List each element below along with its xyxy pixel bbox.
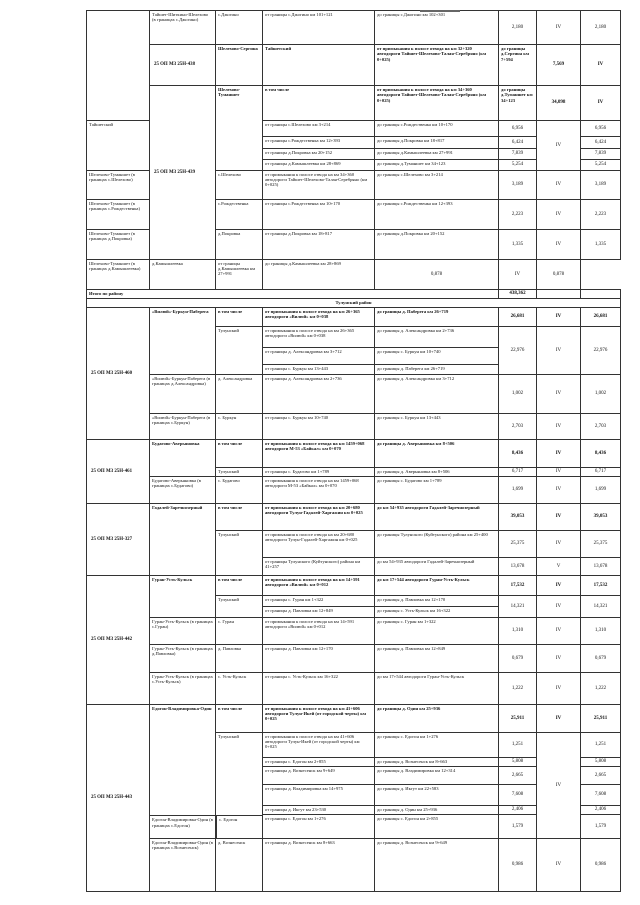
table-cell: в том числе xyxy=(216,503,263,530)
table-cell: с.Рождественка xyxy=(216,199,263,229)
table-cell: от границы д. Икгут км 23+530 xyxy=(263,805,375,814)
value-cell: 2,223 xyxy=(499,199,537,229)
value-cell: 13,678 xyxy=(581,557,621,575)
value-cell: 7,839 xyxy=(499,148,537,159)
table-row xyxy=(87,45,621,86)
table-cell: от границы с.Рождественка км 12+393 xyxy=(263,136,375,148)
table-cell: Тайшетский xyxy=(87,120,150,170)
value-cell: 8,436 xyxy=(499,439,537,467)
value-cell: 1,335 xyxy=(581,229,621,259)
table-cell: до границы с. Едогон км 1+276 xyxy=(375,732,499,757)
table-cell: Тулунский xyxy=(216,467,263,476)
table-cell: от границы с. Едогон км 2+855 xyxy=(263,757,375,766)
table-cell: от границы с. Гуран км 1+322 xyxy=(263,595,375,606)
value-cell: 7,608 xyxy=(499,784,537,805)
table-cell: Гуран-Усть-Кульск (в границах д.Павловка) xyxy=(150,644,216,672)
table-cell: «Вилюй»-Буркун-Паберега (в границах с.Буркун) xyxy=(150,413,216,439)
value-cell: 6,424 xyxy=(581,136,621,148)
value-cell: 6,956 xyxy=(581,120,621,136)
value-cell: 39,053 xyxy=(581,503,621,530)
table-cell: Гуран-Усть-Кульск (в границах с.Гуран) xyxy=(150,617,216,644)
table-cell: до границы с.Шелехово км 3+214 xyxy=(375,170,499,199)
value-cell: 0,986 xyxy=(581,838,621,891)
table-cell: до границы с. Буркун км 10+740 xyxy=(375,347,499,364)
value-cell: 34,098 xyxy=(537,86,581,121)
value-cell: 1,579 xyxy=(581,814,621,838)
table-cell: до границы д. Александровка км 3+712 xyxy=(375,374,499,413)
table-cell: Шелехово-Туманшет (в границах с.Рождественка) xyxy=(87,199,150,229)
table-cell: Тайшет-Шиткино-Шелехово (в границах с.Джогино) xyxy=(150,11,216,45)
table-cell: д. Вознесенск xyxy=(216,838,263,891)
value-cell: 25,911 xyxy=(499,704,537,732)
value-cell: 13,678 xyxy=(499,557,537,575)
value-cell: 17,532 xyxy=(581,575,621,595)
value-cell: IV xyxy=(537,170,581,199)
value-cell: 1,699 xyxy=(499,476,537,503)
table-cell: до границы д. Аверьяновка км 8+506 xyxy=(375,467,499,476)
road-code-cell: 25 ОП МЗ 25Н-438 xyxy=(150,45,216,86)
value-cell: IV xyxy=(537,229,581,259)
table-cell: от границы с. Едогон км 1+276 xyxy=(263,814,375,838)
table-cell: до границы с. Едогон км 2+855 xyxy=(375,814,499,838)
table-cell: от границы д. Павловка км 12+170 xyxy=(263,644,375,672)
table-cell: с. Буркун xyxy=(216,413,263,439)
table-cell xyxy=(87,11,150,121)
table-cell: с. Гуран xyxy=(216,617,263,644)
value-cell: IV xyxy=(581,45,621,86)
table-row xyxy=(87,617,621,644)
table-cell: д. Александровка xyxy=(216,374,263,413)
table-cell: до границы д. Один км 25+936 xyxy=(375,704,499,732)
value-cell: 2,703 xyxy=(581,413,621,439)
road-code-cell: 25 ОП МЗ 25Н-443 xyxy=(87,704,150,891)
value-cell: 1,699 xyxy=(581,476,621,503)
table-cell: Едогон-Владимировка-Один xyxy=(150,704,216,838)
value-cell: 2,180 xyxy=(499,11,537,45)
table-cell: Тулунский xyxy=(216,326,263,374)
table-row xyxy=(87,298,621,307)
value-cell: 5,808 xyxy=(499,757,537,766)
value-cell: IV xyxy=(537,575,581,595)
table-cell: д.Камышлеевка xyxy=(150,259,216,289)
table-cell: с. Усть-Кульск xyxy=(216,672,263,704)
row-place-edogon: с. Едогон xyxy=(216,815,262,838)
value-cell: 7,569 xyxy=(537,45,581,86)
table-cell: до границы д.Покровка км 20+152 xyxy=(375,229,499,259)
table-cell: от примыкания к полосе отвода на км 26+365 автодороги «Вилюй» км 0+038 xyxy=(263,307,375,326)
value-cell: 3,189 xyxy=(581,170,621,199)
table-cell: до границы д.Туманшет км 34+123 xyxy=(375,159,499,170)
value-cell: 25,375 xyxy=(581,530,621,557)
table-cell: от границы д. Вознесенск км 8+663 xyxy=(263,838,375,891)
table-cell: до границы с. Усть-Кульск км 16+322 xyxy=(375,606,499,617)
table-cell: до границы с. Будагово км 1+789 xyxy=(375,476,499,503)
table-cell: от примыкания к полосе отвода на км 41+606 автодороги Тулун-Икей (от городской черты) км 0+025 xyxy=(263,704,375,732)
value-cell: 6,956 xyxy=(499,120,537,136)
value-cell: 0,679 xyxy=(581,644,621,672)
table-cell: от границы с.Джогино км 101+121 xyxy=(263,11,375,45)
value-cell: IV xyxy=(537,413,581,439)
table-cell: от примыкания к полосе отвода на км 32+320 автодороги Тайшет-Шелехово-Талая-Серебряно (км 0+025) xyxy=(375,45,499,86)
value-cell: 0,878 xyxy=(375,259,499,289)
table-cell: «Вилюй»-Буркун-Паберега (в границах д.Александровка) xyxy=(150,374,216,413)
table-cell: в том числе xyxy=(216,704,263,732)
table-cell: от границы д. Павловка км 12+849 xyxy=(263,606,375,617)
value-cell: IV xyxy=(537,595,581,617)
table-cell: до границы д. Аверьяновка км 8+506 xyxy=(375,439,499,467)
value-cell: IV xyxy=(581,86,621,121)
value-cell: IV xyxy=(537,467,581,476)
value-cell: 1,222 xyxy=(499,672,537,704)
value-cell: 25,911 xyxy=(581,704,621,732)
table-row xyxy=(87,307,621,326)
table-row xyxy=(87,439,621,467)
value-cell: IV xyxy=(537,199,581,229)
table-cell: от границы д.Покровка км 20+152 xyxy=(263,148,375,159)
table-cell: от границы д. Вознесенск км 9+649 xyxy=(263,766,375,784)
table-cell: до границы д.Сергина км 7+594 xyxy=(499,45,537,86)
value-cell: 0,679 xyxy=(499,644,537,672)
value-cell: 6,717 xyxy=(499,467,537,476)
value-cell: 6,717 xyxy=(581,467,621,476)
value-cell: IV xyxy=(537,672,581,704)
table-cell: Тулунский xyxy=(216,595,263,617)
road-code-cell: 25 ОП МЗ 25Н-461 xyxy=(87,439,150,503)
table-cell: до границы д.Камышлеевка км 27+991 xyxy=(375,148,499,159)
value-cell: 39,053 xyxy=(499,503,537,530)
table-cell: от границы д.Камышлеевка км 27+991 xyxy=(216,259,263,289)
table-cell: с. Будагово xyxy=(216,476,263,503)
table-cell: Шелехово-Туманшет (в границах д.Покровка) xyxy=(87,229,150,259)
value-cell: 2,665 xyxy=(499,766,537,784)
table-cell: Едогон-Владимировка-Один (в границах с.Вознесенск) xyxy=(150,838,216,891)
table-cell: до границы д. Вознесенск км 9+649 xyxy=(375,838,499,891)
value-cell: 25,375 xyxy=(499,530,537,557)
value-cell: 2,665 xyxy=(581,766,621,784)
table-cell: с.Шелехово xyxy=(216,170,263,199)
value-cell: 6,424 xyxy=(499,136,537,148)
value-cell: 0,878 xyxy=(537,259,581,289)
table-cell: до км 17+544 автодороги Гуран-Усть-Кульск xyxy=(375,672,499,704)
table-cell: до границы д.Туманшет км 34+123 xyxy=(499,86,537,121)
value-cell: 1,002 xyxy=(499,374,537,413)
row-name-edogon: Едогон-Владимировка-Один (в границах с.Едогон) xyxy=(150,815,215,838)
table-cell: до км 54+935 автодороги Гадалей-Заречнозерный xyxy=(375,557,499,575)
table-cell: Будагово-Аверьяновка (в границах с.Будагово) xyxy=(150,476,216,503)
table-cell: «Вилюй»-Буркун-Паберега xyxy=(150,307,216,374)
table-cell: от границы д. Александровка км 2+736 xyxy=(263,374,375,413)
table-cell: Будагово-Аверьяновка xyxy=(150,439,216,476)
table-cell: от границы Тулунского (Куйтунского) района км 41+257 xyxy=(263,557,375,575)
value-cell: 17,532 xyxy=(499,575,537,595)
table-cell: до границы д.Покровка км 18+817 xyxy=(375,136,499,148)
table-cell: до границы д.Камышлеевка км 28+869 xyxy=(263,259,375,289)
value-cell: 5,254 xyxy=(581,159,621,170)
table-body xyxy=(87,11,621,892)
table-cell xyxy=(581,289,621,298)
table-cell: от примыкания к полосе отвода на км 34+360 автодороги Тайшет-Шелехово-Талая-Серебряно (км 0+025) xyxy=(375,86,499,121)
table-cell: от примыкания к полосе отвода на км 20+680 автодороги Тулун-Гадалей-Харгажин км 0+025 xyxy=(263,503,375,530)
table-row xyxy=(87,86,621,121)
road-code-cell: 25 ОП МЗ 25Н-442 xyxy=(87,575,150,704)
table-cell: до границы Тулунского (Куйтунского) района км 25+400 xyxy=(375,530,499,557)
value-cell: IV xyxy=(537,307,581,326)
table-cell: до границы д. Павловка км 12+849 xyxy=(375,644,499,672)
value-cell: 26,681 xyxy=(581,307,621,326)
table-row xyxy=(87,476,621,503)
table-cell: Тулунский xyxy=(216,732,263,838)
value-cell: IV xyxy=(537,476,581,503)
value-cell: 2,703 xyxy=(499,413,537,439)
value-cell: IV xyxy=(537,530,581,557)
value-cell: IV xyxy=(537,11,581,45)
table-cell: Шелехово-Туманшет (в границах д.Камышлеевка) xyxy=(87,259,150,289)
table-cell: до км 17+544 автодороги Гуран-Усть-Кульск xyxy=(375,575,499,595)
table-cell: до границы д. Один км 25+936 xyxy=(375,805,499,814)
table-row xyxy=(87,672,621,704)
table-cell: Тулунский xyxy=(216,530,263,575)
value-cell: IV xyxy=(537,838,581,891)
value-cell: IV xyxy=(537,326,581,374)
table-row xyxy=(87,704,621,732)
value-cell: 1,222 xyxy=(581,672,621,704)
value-cell: 2,406 xyxy=(499,805,537,814)
road-code-cell: 25 ОП МЗ 25Н-439 xyxy=(150,86,216,260)
table-cell: до границы с. Буркун км 13+443 xyxy=(375,413,499,439)
value-cell: IV xyxy=(537,617,581,644)
table-cell: от примыкания к полосе отвода на км 14+591 автодороги «Вилюй» км 0+012 xyxy=(263,575,375,595)
table-cell: до границы д. Паберега км 26+719 xyxy=(375,307,499,326)
table-cell: Шелехово-Сергина xyxy=(216,45,263,86)
table-cell: до границы с.Джогино км 102+301 xyxy=(375,11,499,45)
table-cell: с.Джогино xyxy=(216,11,263,45)
table-row xyxy=(87,11,621,45)
table-cell: от границы с. Будагово км 1+789 xyxy=(263,467,375,476)
value-cell: IV xyxy=(537,503,581,530)
table-cell: до км 54+935 автодороги Гадалей-Заречнозерный xyxy=(375,503,499,530)
value-cell: 3,189 xyxy=(499,170,537,199)
road-register-table xyxy=(86,10,621,892)
table-cell: от примыкания к полосе отвода на км 1459+068 автодороги М-53 «Байкал» км 0+070 xyxy=(263,439,375,467)
table-cell: от границы с.Рождественка км 10+170 xyxy=(263,199,375,229)
table-cell: до границы д. Икгут км 22+583 xyxy=(375,784,499,805)
table-cell: Шелехово-Туманшет xyxy=(216,86,263,171)
value-cell: 7,839 xyxy=(581,148,621,159)
table-cell: Гадалей-Заречнозерный xyxy=(150,503,216,575)
table-row xyxy=(87,413,621,439)
table-row xyxy=(87,503,621,530)
value-cell: 1,310 xyxy=(499,617,537,644)
value-cell: 1,251 xyxy=(499,732,537,757)
table-cell: до границы д. Паберега км 26+719 xyxy=(375,364,499,374)
table-cell: Гуран-Усть-Кульск (в границах с.Усть-Кульск) xyxy=(150,672,216,704)
table-cell: от границы с. Усть-Кульск км 16+322 xyxy=(263,672,375,704)
table-row xyxy=(87,259,621,289)
table-row xyxy=(87,838,621,891)
value-cell: IV xyxy=(537,704,581,732)
table-cell: до границы д. Вознесенск км 8+663 xyxy=(375,757,499,766)
value-cell: 22,976 xyxy=(581,326,621,374)
table-cell: от границы д.Камышлеевка км 28+869 xyxy=(263,159,375,170)
table-cell: Шелехово-Туманшет (в границах с.Шелехово) xyxy=(87,170,150,199)
table-cell: до границы д. Александровка км 2+736 xyxy=(375,326,499,347)
road-code-cell: 25 ОП МЗ 25Н-460 xyxy=(87,307,150,439)
table-cell: Тайшетский xyxy=(263,45,375,86)
value-cell: 8,436 xyxy=(581,439,621,467)
table-cell: от примыкания к полосе отвода на км 1459+068 автодороги М-53 «Байкал» км 0+070 xyxy=(263,476,375,503)
table-cell: д. Павловка xyxy=(216,644,263,672)
table-cell: от примыкания к полосе отвода на км 26+365 автодороги «Вилюй» км 0+038 xyxy=(263,326,375,347)
value-cell: 0,986 xyxy=(499,838,537,891)
table-cell: от границы с. Буркун км 13+443 xyxy=(263,364,375,374)
table-cell: в том числе xyxy=(216,307,263,326)
road-register-page xyxy=(86,10,620,902)
table-cell: до границы с.Рождественка км 12+393 xyxy=(375,199,499,229)
road-code-cell: 25 ОП МЗ 25Н-327 xyxy=(87,503,150,575)
table-cell: от границы д.Покровка км 18+817 xyxy=(263,229,375,259)
value-cell: 1,335 xyxy=(499,229,537,259)
value-cell: IV xyxy=(537,120,581,170)
table-cell: до границы с.Рождественка км 10+170 xyxy=(375,120,499,136)
value-cell: 14,321 xyxy=(581,595,621,617)
value-cell: 22,976 xyxy=(499,326,537,374)
value-cell: IV xyxy=(537,644,581,672)
value-cell: 2,223 xyxy=(581,199,621,229)
table-cell: от примыкания к полосе отвода на км 34+360 автодороги Тайшет-Шелехово-Талая-Серебряно (км 0+025) xyxy=(263,170,375,199)
value-cell: IV xyxy=(537,374,581,413)
table-cell: Итого по району xyxy=(87,289,499,298)
value-cell: 1,251 xyxy=(581,732,621,757)
value-cell: V xyxy=(537,557,581,575)
district-heading: Тулунский район xyxy=(87,298,621,307)
table-cell: от примыкания к полосе отвода на км 41+606 автодороги Тулун-Икей (от городской черты) км 0+025 xyxy=(263,732,375,757)
value-cell: 1,310 xyxy=(581,617,621,644)
table-row xyxy=(87,289,621,298)
value-cell: IV xyxy=(537,732,581,838)
table-cell: от примыкания к полосе отвода на км 14+591 автодороги «Вилюй» км 0+012 xyxy=(263,617,375,644)
table-cell: в том числе xyxy=(263,86,375,121)
value-cell: 5,254 xyxy=(499,159,537,170)
value-cell: 5,808 xyxy=(581,757,621,766)
value-cell: 26,681 xyxy=(499,307,537,326)
table-row xyxy=(87,374,621,413)
value-cell: 2,180 xyxy=(581,11,621,45)
value-cell: 1,579 xyxy=(499,814,537,838)
table-cell: до границы д. Владимировка км 12+314 xyxy=(375,766,499,784)
table-row xyxy=(87,644,621,672)
table-cell: в том числе xyxy=(216,575,263,595)
scan-artifact xyxy=(420,10,460,12)
value-cell: 438,362 xyxy=(499,289,537,298)
value-cell: IV xyxy=(499,259,537,289)
table-cell: д.Покровка xyxy=(216,229,263,259)
value-cell: 7,608 xyxy=(581,784,621,805)
table-cell: от примыкания к полосе отвода на км 20+680 автодороги Тулун-Гадалей-Харгажин км 0+025 xyxy=(263,530,375,557)
table-cell: от границы с.Шелехово км 3+214 xyxy=(263,120,375,136)
table-cell: в том числе xyxy=(216,439,263,467)
table-cell: от границы д. Александровка км 3+712 xyxy=(263,347,375,364)
table-cell xyxy=(537,289,581,298)
table-cell: от границы с. Буркун км 10+740 xyxy=(263,413,375,439)
value-cell: 2,406 xyxy=(581,805,621,814)
table-cell: до границы д. Павловка км 12+170 xyxy=(375,595,499,606)
table-cell: до границы с. Гуран км 1+322 xyxy=(375,617,499,644)
table-cell: Гуран-Усть-Кульск xyxy=(150,575,216,617)
value-cell: IV xyxy=(537,439,581,467)
value-cell: 14,321 xyxy=(499,595,537,617)
table-row xyxy=(87,575,621,595)
table-cell: от границы д. Владимировка км 14+975 xyxy=(263,784,375,805)
value-cell: 1,002 xyxy=(581,374,621,413)
